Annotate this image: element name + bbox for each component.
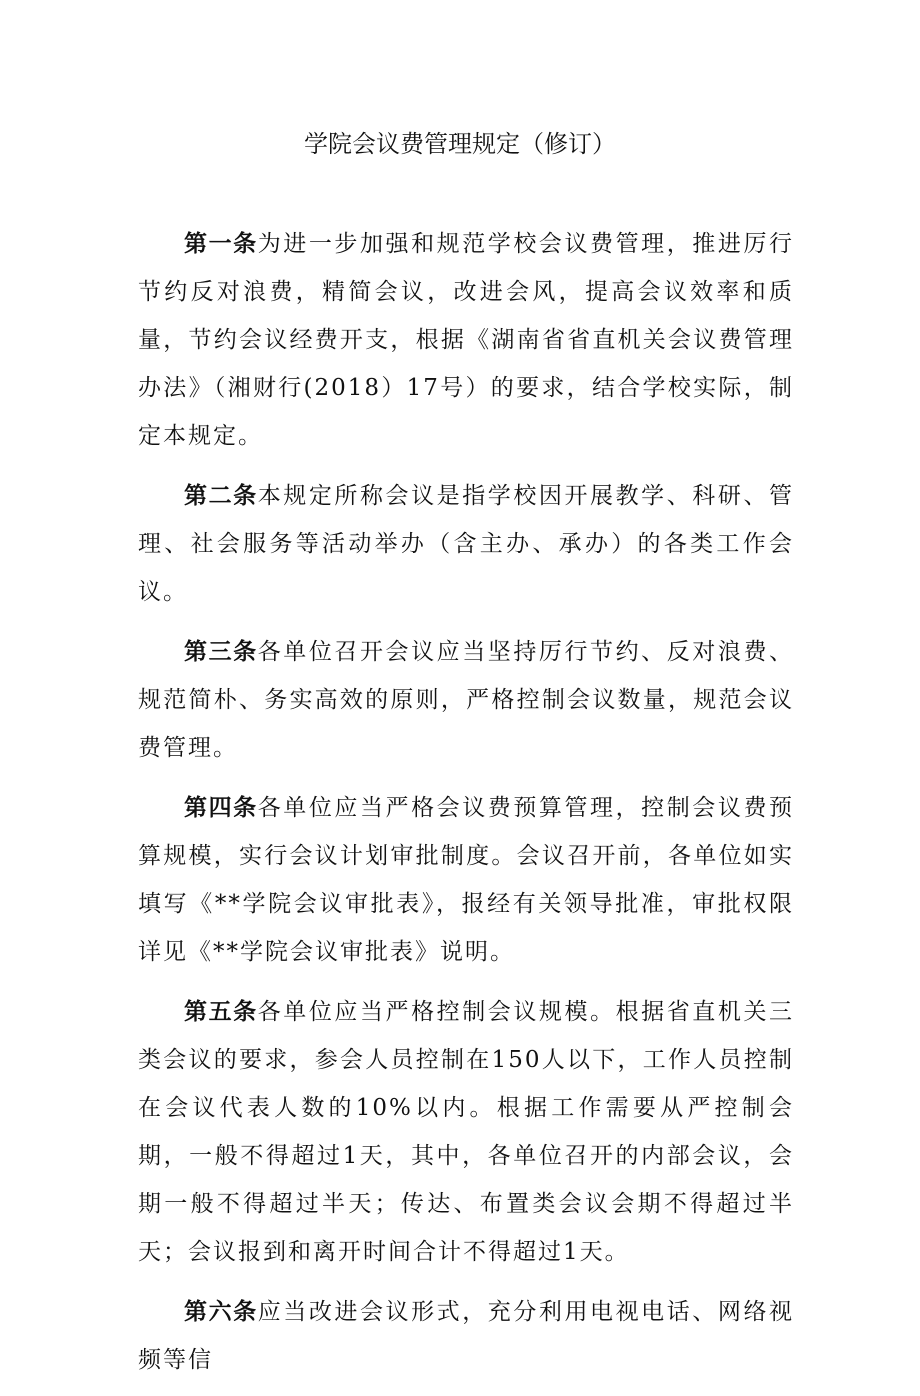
article-3 [138, 628, 794, 772]
article-6-text: 应当改进会议形式，充分利用电视电话、网络视频等信 [138, 1299, 795, 1373]
article-1-label: 第一条 [184, 231, 258, 257]
article-1 [138, 220, 794, 460]
article-4 [138, 784, 794, 976]
article-3-text: 各单位召开会议应当坚持厉行节约、反对浪费、规范简朴、务实高效的原则，严格控制会议数量，规范会议费管理。 [138, 639, 795, 761]
article-4-text: 各单位应当严格会议费预算管理，控制会议费预算规模，实行会议计划审批制度。会议召开前，各单位如实填写《**学院会议审批表》，报经有关领导批准，审批权限详见《**学院会议审批表》说明。 [138, 795, 795, 965]
article-2 [138, 472, 794, 616]
document-title: 学院会议费管理规定（修订） [304, 130, 616, 158]
document-body [138, 220, 794, 1396]
article-2-text: 本规定所称会议是指学校因开展教学、科研、管理、社会服务等活动举办（含主办、承办）的各类工作会议。 [138, 483, 795, 605]
article-1-text: 为进一步加强和规范学校会议费管理，推进厉行节约反对浪费，精简会议，改进会风，提高会议效率和质量，节约会议经费开支，根据《湖南省省直机关会议费管理办法》（湘财行(2018）17号）的要求，结合学校实际，制定本规定。 [138, 231, 795, 449]
article-6 [138, 1288, 794, 1384]
article-5-text: 各单位应当严格控制会议规模。根据省直机关三类会议的要求，参会人员控制在150人以下，工作人员控制在会议代表人数的10%以内。根据工作需要从严控制会期，一般不得超过1天，其中，各单位召开的内部会议，会期一般不得超过半天；传达、布置类会议会期不得超过半天；会议报到和离开时间合计不得超过1天。 [138, 999, 795, 1265]
article-4-label: 第四条 [184, 795, 258, 821]
article-3-label: 第三条 [184, 639, 258, 665]
article-6-label: 第六条 [184, 1299, 258, 1325]
article-2-label: 第二条 [184, 483, 258, 509]
article-5-label: 第五条 [184, 999, 258, 1025]
article-5 [138, 988, 794, 1276]
